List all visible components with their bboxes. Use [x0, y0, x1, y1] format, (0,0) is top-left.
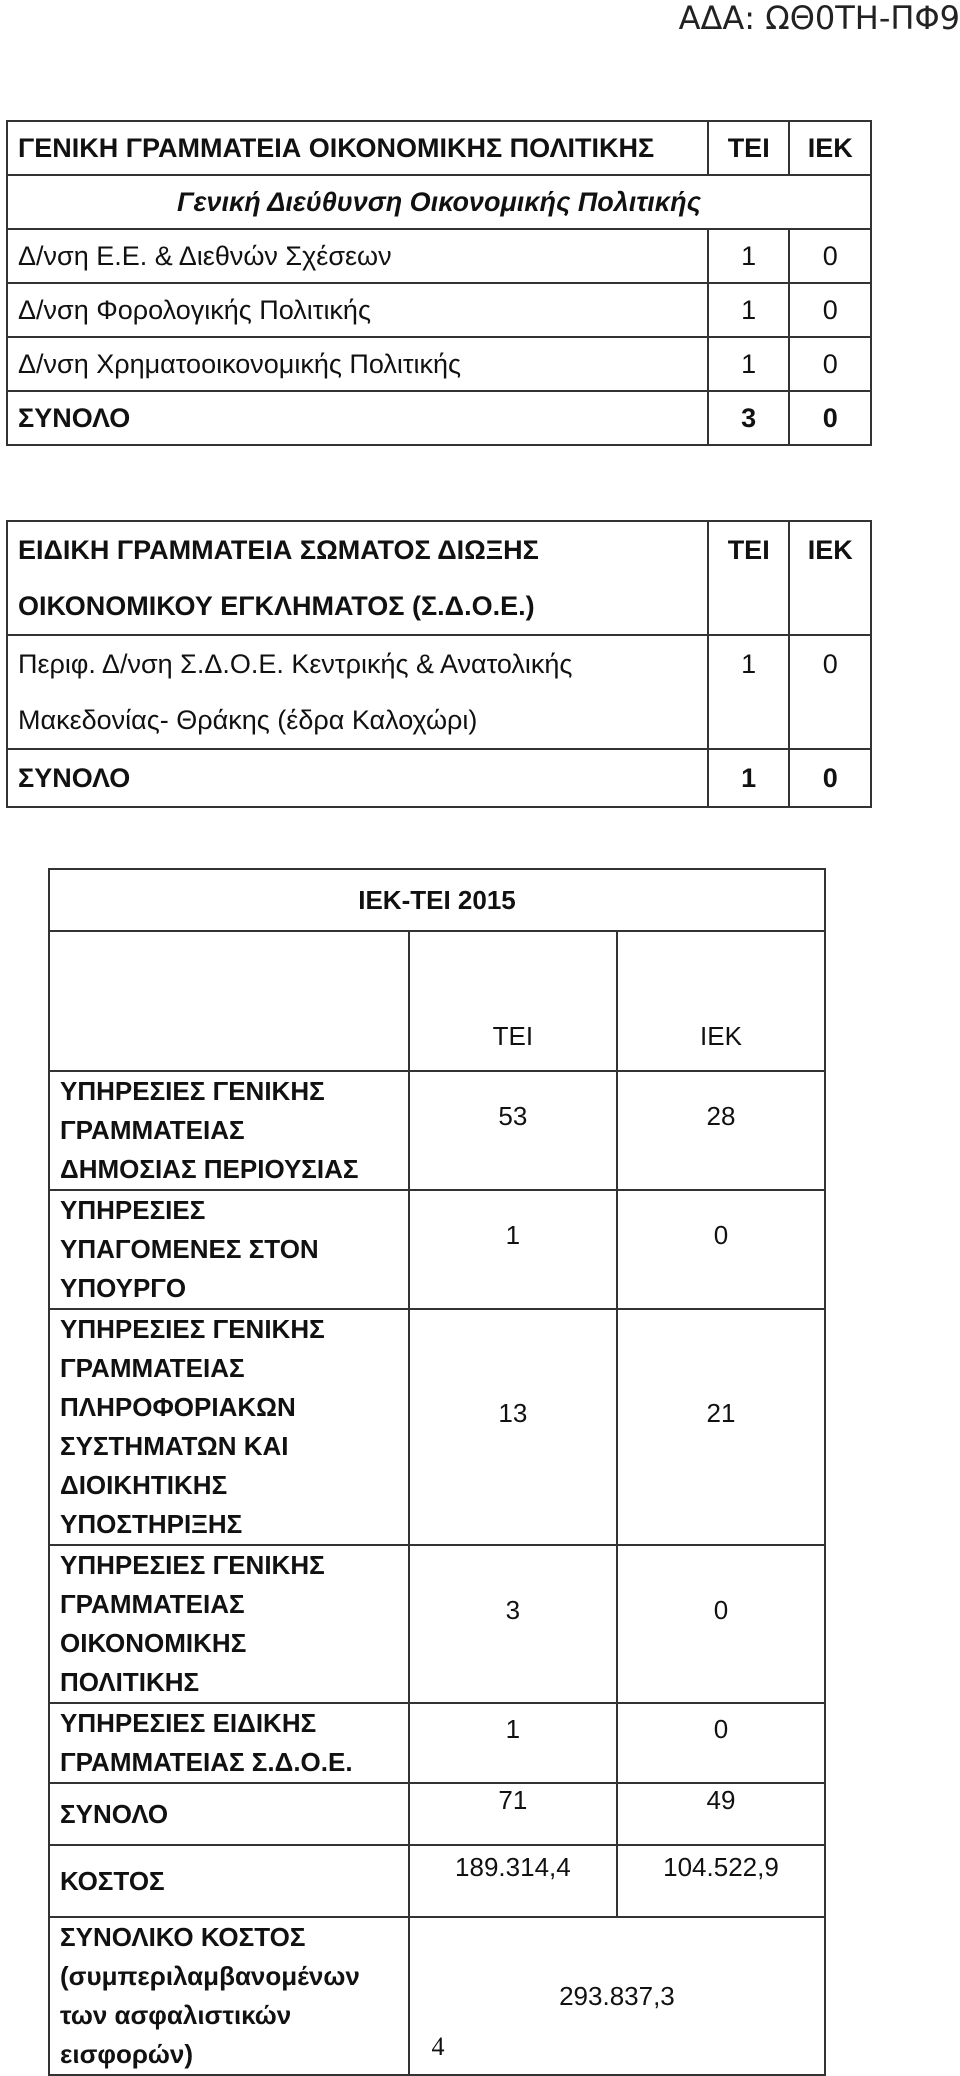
table3-row-label: ΥΠΗΡΕΣΙΕΣ ΓΕΝΙΚΗΣ ΓΡΑΜΜΑΤΕΙΑΣ ΟΙΚΟΝΟΜΙΚΗΣ ΠΟΛΙΤΙΚΗΣ	[49, 1545, 409, 1703]
table-row	[49, 1190, 825, 1309]
table-row	[49, 1071, 825, 1190]
table-row	[49, 869, 825, 931]
table1-row-label: Δ/νση Φορολογικής Πολιτικής	[7, 283, 708, 337]
table2-col-tei: ΤΕΙ	[708, 521, 790, 578]
table-row	[49, 1545, 825, 1703]
table1-row-iek: 0	[789, 283, 871, 337]
table3-row-iek: 0	[713, 1713, 729, 1744]
table3-row-tei: 53	[498, 1101, 528, 1131]
table2-title-line1: ΕΙΔΙΚΗ ΓΡΑΜΜΑΤΕΙΑ ΣΩΜΑΤΟΣ ΔΙΩΞΗΣ	[7, 521, 708, 578]
table3-row-label: ΥΠΗΡΕΣΙΕΣ ΥΠΑΓΟΜΕΝΕΣ ΣΤΟΝ ΥΠΟΥΡΓΟ	[49, 1190, 409, 1309]
table1-total-label: ΣΥΝΟΛΟ	[7, 391, 708, 445]
table-iek-tei-2015	[48, 868, 826, 2076]
table1-row-tei: 1	[708, 337, 790, 391]
table1-total-tei: 3	[708, 391, 790, 445]
table3-cost-label: ΚΟΣΤΟΣ	[49, 1845, 409, 1917]
table2-row-line1: Περιφ. Δ/νση Σ.Δ.Ο.Ε. Κεντρικής & Ανατολικής	[7, 635, 708, 692]
page-number: 4	[431, 2032, 445, 2061]
table-general-secretariat-economic-policy	[6, 120, 872, 446]
table3-col-iek: ΙΕΚ	[617, 931, 825, 1071]
table3-col-tei: ΤΕΙ	[409, 931, 617, 1071]
table3-row-iek: 0	[713, 1594, 729, 1625]
table-row	[7, 121, 871, 175]
table-row	[7, 337, 871, 391]
table3-total-cost-label: ΣΥΝΟΛΙΚΟ ΚΟΣΤΟΣ (συμπεριλαμβανομένων των ασφαλιστικών εισφορών)	[49, 1917, 409, 2075]
table3-cost-tei: 189.314,4	[455, 1851, 571, 1882]
table-row	[49, 931, 825, 1071]
table2-total-iek: 0	[789, 749, 871, 807]
table2-total-tei: 1	[708, 749, 790, 807]
table3-row-label: ΥΠΗΡΕΣΙΕΣ ΕΙΔΙΚΗΣ ΓΡΑΜΜΑΤΕΙΑΣ Σ.Δ.Ο.Ε.	[49, 1703, 409, 1783]
table2-row-tei: 1	[708, 635, 790, 692]
table1-row-iek: 0	[789, 337, 871, 391]
table2-total-label: ΣΥΝΟΛΟ	[7, 749, 708, 807]
table3-row-tei: 1	[505, 1713, 521, 1744]
table3-row-label: ΥΠΗΡΕΣΙΕΣ ΓΕΝΙΚΗΣ ΓΡΑΜΜΑΤΕΙΑΣ ΠΛΗΡΟΦΟΡΙΑΚΩΝ ΣΥΣΤΗΜΑΤΩΝ ΚΑΙ ΔΙΟΙΚΗΤΙΚΗΣ ΥΠΟΣΤΗΡΙΞΗΣ	[49, 1309, 409, 1545]
table-row	[49, 1783, 825, 1845]
table1-col-tei: ΤΕΙ	[708, 121, 790, 175]
table3-row-tei: 13	[498, 1397, 528, 1428]
table3-row-tei: 1	[505, 1220, 521, 1250]
table2-title-line2: ΟΙΚΟΝΟΜΙΚΟΥ ΕΓΚΛΗΜΑΤΟΣ (Σ.Δ.Ο.Ε.)	[7, 578, 708, 635]
table2-row-iek: 0	[789, 635, 871, 692]
table2-col-iek: ΙΕΚ	[789, 521, 871, 578]
table3-title: ΙΕΚ-ΤΕΙ 2015	[49, 869, 825, 931]
table1-total-iek: 0	[789, 391, 871, 445]
table3-row-iek: 28	[706, 1101, 736, 1131]
table2-row-line2: Μακεδονίας- Θράκης (έδρα Καλοχώρι)	[7, 692, 708, 749]
table-row	[7, 175, 871, 229]
table-row	[49, 1703, 825, 1783]
table-row	[7, 521, 871, 578]
table1-row-label: Δ/νση Ε.Ε. & Διεθνών Σχέσεων	[7, 229, 708, 283]
table-row	[49, 1845, 825, 1917]
table-special-secretariat-sdoe	[6, 520, 872, 808]
table3-row-iek: 21	[706, 1397, 736, 1428]
table1-row-iek: 0	[789, 229, 871, 283]
table3-row-iek: 0	[713, 1220, 729, 1250]
table1-row-label: Δ/νση Χρηματοοικονομικής Πολιτικής	[7, 337, 708, 391]
table3-total-label: ΣΥΝΟΛΟ	[49, 1783, 409, 1845]
table3-row-label: ΥΠΗΡΕΣΙΕΣ ΓΕΝΙΚΗΣ ΓΡΑΜΜΑΤΕΙΑΣ ΔΗΜΟΣΙΑΣ ΠΕΡΙΟΥΣΙΑΣ	[49, 1071, 409, 1190]
table-row	[7, 391, 871, 445]
table-row	[7, 229, 871, 283]
table3-cost-iek: 104.522,9	[663, 1851, 779, 1882]
table-row	[7, 635, 871, 692]
table1-row-tei: 1	[708, 229, 790, 283]
ada-code: ΑΔΑ: ΩΘ0ΤΗ-ΠΦ9	[678, 0, 960, 37]
table-row	[7, 283, 871, 337]
table3-total-tei: 71	[498, 1784, 528, 1815]
table-row	[7, 578, 871, 635]
table1-subtitle: Γενική Διεύθυνση Οικονομικής Πολιτικής	[7, 175, 871, 229]
table3-row-tei: 3	[505, 1594, 521, 1625]
table1-row-tei: 1	[708, 283, 790, 337]
table3-total-cost-value: 293.837,3	[409, 1917, 825, 2075]
table-row	[49, 1309, 825, 1545]
table1-title: ΓΕΝΙΚΗ ΓΡΑΜΜΑΤΕΙΑ ΟΙΚΟΝΟΜΙΚΗΣ ΠΟΛΙΤΙΚΗΣ	[7, 121, 708, 175]
table3-total-iek: 49	[706, 1784, 736, 1815]
table1-col-iek: ΙΕΚ	[789, 121, 871, 175]
table-row	[7, 692, 871, 749]
table-row	[7, 749, 871, 807]
